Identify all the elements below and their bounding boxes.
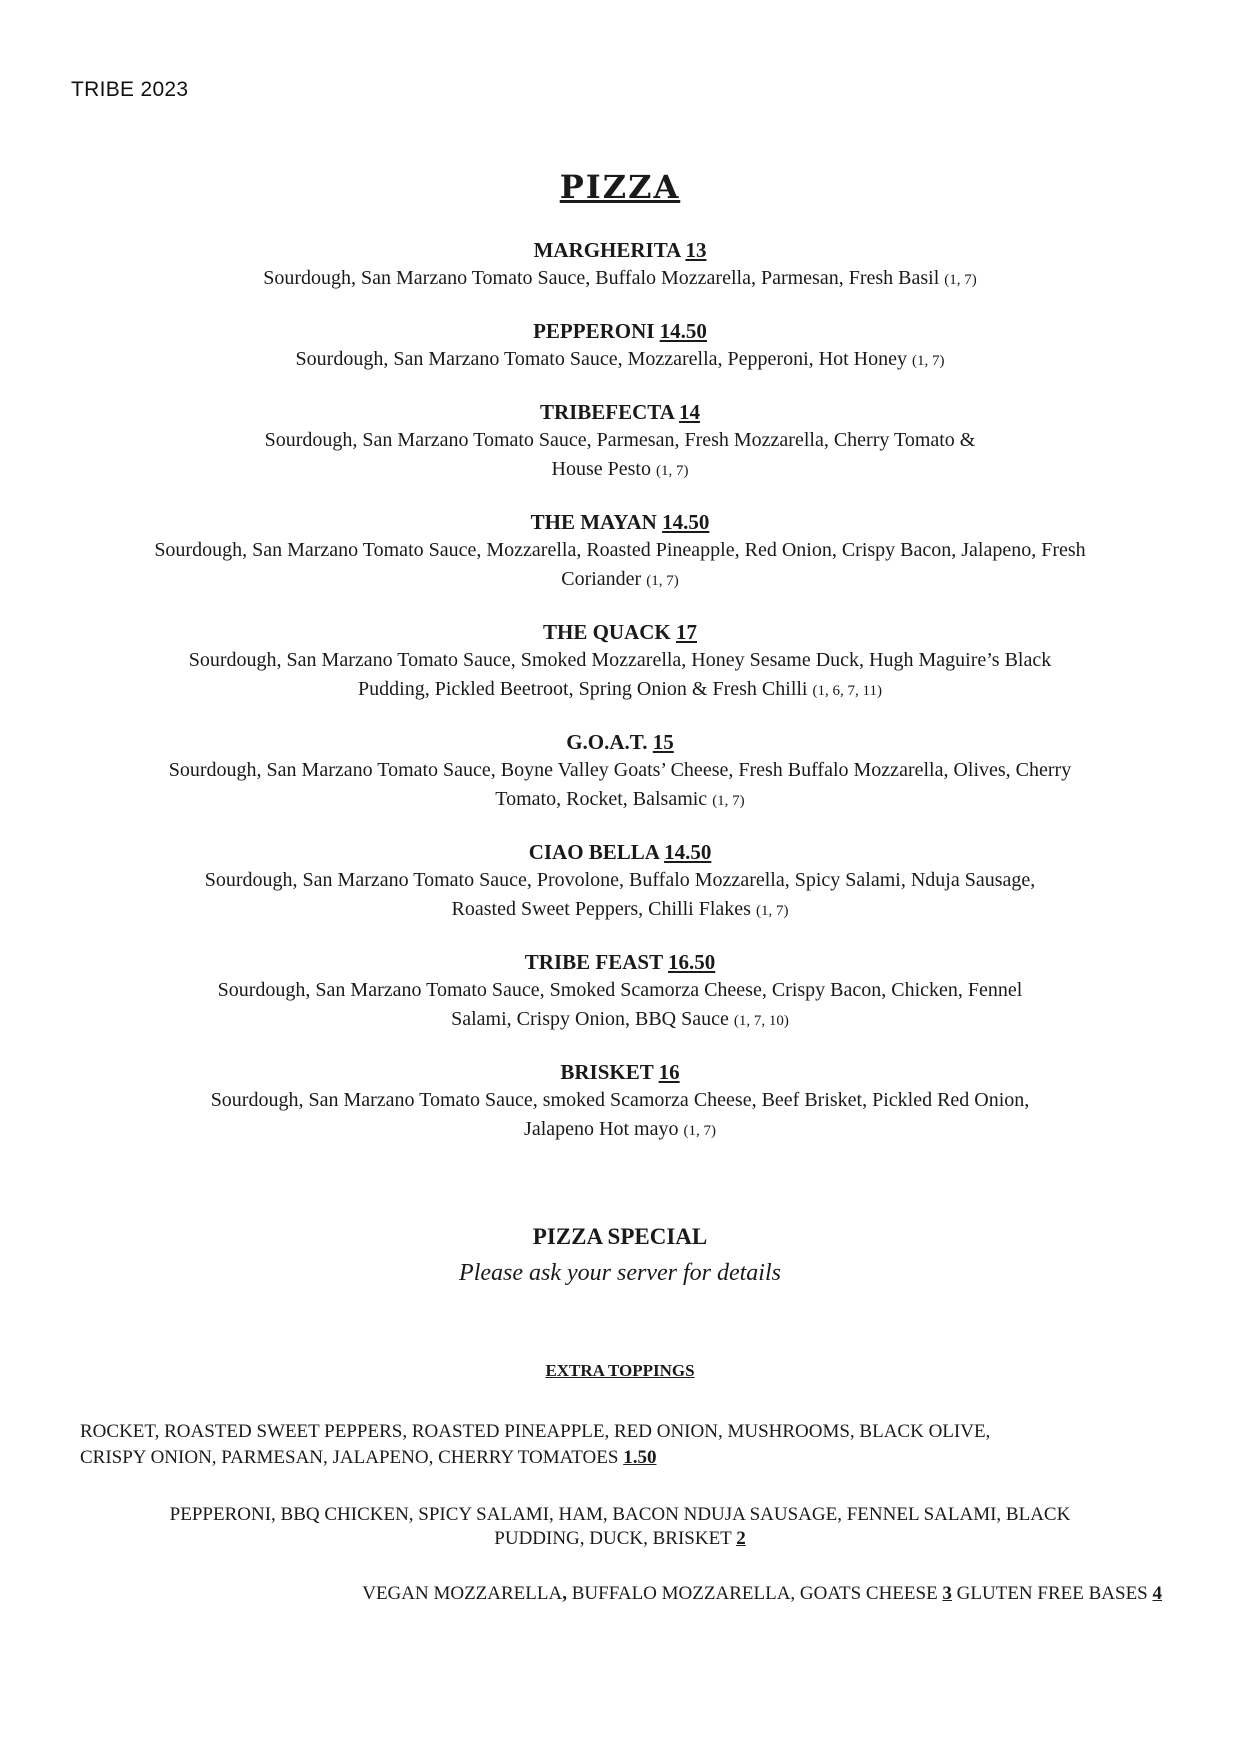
menu-item-price: 13 (685, 238, 707, 262)
extras-1-line-b (80, 1445, 1140, 1471)
menu-item-description-text: Sourdough, San Marzano Tomato Sauce, smoked Scamorza Cheese, Beef Brisket, Pickled Red Onion, (210, 1089, 1030, 1111)
menu-item-name: PEPPERONI (533, 319, 655, 343)
extras-3-items: BUFFALO MOZZARELLA, GOATS CHEESE (566, 1583, 938, 1604)
menu-item-description-text: Sourdough, San Marzano Tomato Sauce, Provolone, Buffalo Mozzarella, Spicy Salami, Nduja Sausage, (204, 869, 1036, 891)
menu-item-description (0, 646, 1240, 675)
menu-item (0, 619, 1240, 706)
menu-item-name: TRIBE FEAST (524, 950, 663, 974)
menu-item-description (0, 675, 1240, 706)
menu-item-description-text: Pudding, Pickled Beetroot, Spring Onion & Fresh Chilli (358, 678, 808, 700)
menu-item-description-text: Sourdough, San Marzano Tomato Sauce, Smoked Mozzarella, Honey Sesame Duck, Hugh Maguire’s Black (188, 649, 1052, 671)
menu-item-description (0, 1005, 1240, 1036)
menu-item-description-text: Coriander (561, 568, 642, 590)
menu-item-allergens: (1, 7) (755, 903, 789, 919)
menu-item-description (0, 565, 1240, 596)
menu-item (0, 729, 1240, 816)
menu-item-description-text: Tomato, Rocket, Balsamic (495, 788, 708, 810)
menu-item-allergens: (1, 7) (655, 463, 689, 479)
menu-item-title (0, 237, 1240, 264)
menu-item-description (0, 1115, 1240, 1146)
extras-group-2 (120, 1503, 1120, 1551)
menu-item-price: 14.50 (662, 510, 710, 534)
menu-item-description (0, 895, 1240, 926)
menu-item-description (0, 1086, 1240, 1115)
menu-item-title (0, 729, 1240, 756)
menu-item-description (0, 426, 1240, 455)
menu-item (0, 839, 1240, 926)
extras-3-comma: , (562, 1583, 567, 1604)
menu-item-title (0, 839, 1240, 866)
extras-3-vegan: VEGAN MOZZARELLA (362, 1583, 563, 1604)
menu-item-name: MARGHERITA (533, 238, 681, 262)
menu-item-price: 17 (676, 620, 697, 644)
menu-item-description-text: Sourdough, San Marzano Tomato Sauce, Mozzarella, Roasted Pineapple, Red Onion, Crispy Bacon, Jalapeno, Fresh (154, 539, 1086, 561)
menu-item-description-text: Sourdough, San Marzano Tomato Sauce, Boyne Valley Goats’ Cheese, Fresh Buffalo Mozzarella, Olives, Cherry (168, 759, 1072, 781)
menu-item-price: 14 (679, 400, 701, 424)
menu-item-name: THE QUACK (542, 620, 671, 644)
menu-item-price: 15 (652, 730, 674, 754)
extras-1-items: CRISPY ONION, PARMESAN, JALAPENO, CHERRY TOMATOES (80, 1447, 619, 1468)
menu-item-description-text: Salami, Crispy Onion, BBQ Sauce (451, 1008, 729, 1030)
menu-item-price: 14.50 (659, 319, 707, 343)
menu-items (0, 237, 1240, 1146)
extras-3-gf: GLUTEN FREE BASES (956, 1583, 1148, 1604)
menu-item-allergens: (1, 7) (683, 1123, 716, 1139)
menu-item (0, 1059, 1240, 1146)
menu-item-price: 16 (658, 1060, 680, 1084)
menu-item-name: THE MAYAN (530, 510, 657, 534)
menu-item-description (0, 264, 1240, 295)
menu-item-description (0, 455, 1240, 486)
menu-item-description (0, 536, 1240, 565)
menu-item-price: 16.50 (667, 950, 716, 974)
extras-3-gf-price: 4 (1152, 1583, 1162, 1604)
menu-item-description-text: Sourdough, San Marzano Tomato Sauce, Buffalo Mozzarella, Parmesan, Fresh Basil (263, 267, 940, 289)
menu-item-description (0, 785, 1240, 816)
menu-item-description-text: Sourdough, San Marzano Tomato Sauce, Parmesan, Fresh Mozzarella, Cherry Tomato & (264, 429, 976, 451)
menu-item-description (0, 976, 1240, 1005)
menu-item-allergens: (1, 7) (911, 353, 945, 369)
extras-1-price: 1.50 (623, 1447, 657, 1468)
special-note: Please ask your server for details (459, 1260, 781, 1286)
menu-item-title (0, 1059, 1240, 1086)
special-title: PIZZA SPECIAL (532, 1224, 708, 1249)
menu-item (0, 509, 1240, 596)
menu-item-description-text: Roasted Sweet Peppers, Chilli Flakes (451, 898, 751, 920)
extras-2-line-a: PEPPERONI, BBQ CHICKEN, SPICY SALAMI, HAM, BACON NDUJA SAUSAGE, FENNEL SALAMI, BLACK (169, 1504, 1071, 1525)
menu-item (0, 399, 1240, 486)
menu-item-description-text: Sourdough, San Marzano Tomato Sauce, Mozzarella, Pepperoni, Hot Honey (295, 348, 907, 370)
menu-item-name: CIAO BELLA (528, 840, 659, 864)
menu-item-allergens: (1, 7) (944, 272, 977, 288)
menu-item-name: TRIBEFECTA (539, 400, 674, 424)
menu-item-title (0, 399, 1240, 426)
header-label: TRIBE 2023 (71, 78, 189, 101)
menu-item-allergens: (1, 7) (646, 573, 679, 589)
menu-item-allergens: (1, 7, 10) (733, 1013, 789, 1029)
menu-item-allergens: (1, 7) (712, 793, 745, 809)
menu-item-title (0, 619, 1240, 646)
extras-3-price: 3 (942, 1583, 952, 1604)
menu-item (0, 318, 1240, 376)
menu-item (0, 949, 1240, 1036)
menu-item-price: 14.50 (664, 840, 712, 864)
extras-2-line-b (120, 1527, 1120, 1551)
menu-item-name: G.O.A.T. (566, 730, 648, 754)
menu-item-description-text: Jalapeno Hot mayo (524, 1118, 679, 1140)
extras-title: EXTRA TOPPINGS (545, 1361, 695, 1380)
menu-item-description (0, 345, 1240, 376)
menu-item (0, 237, 1240, 295)
extras-group-3 (150, 1583, 1162, 1605)
menu-item-description-text: Sourdough, San Marzano Tomato Sauce, Smoked Scamorza Cheese, Crispy Bacon, Chicken, Fennel (217, 979, 1023, 1001)
menu-item-allergens: (1, 6, 7, 11) (812, 683, 882, 699)
menu-item-title (0, 949, 1240, 976)
menu-item-description-text: House Pesto (551, 458, 651, 480)
menu-item-title (0, 318, 1240, 345)
menu-item-description (0, 866, 1240, 895)
extras-group-1 (80, 1419, 1140, 1471)
extras-2-price: 2 (736, 1528, 746, 1549)
menu-item-title (0, 509, 1240, 536)
menu-item-description (0, 756, 1240, 785)
menu-item-name: BRISKET (560, 1060, 654, 1084)
extras-1-line-a: ROCKET, ROASTED SWEET PEPPERS, ROASTED PINEAPPLE, RED ONION, MUSHROOMS, BLACK OLIVE, (80, 1421, 991, 1442)
extras-2-items: PUDDING, DUCK, BRISKET (494, 1528, 732, 1549)
page-title: PIZZA (559, 168, 681, 206)
